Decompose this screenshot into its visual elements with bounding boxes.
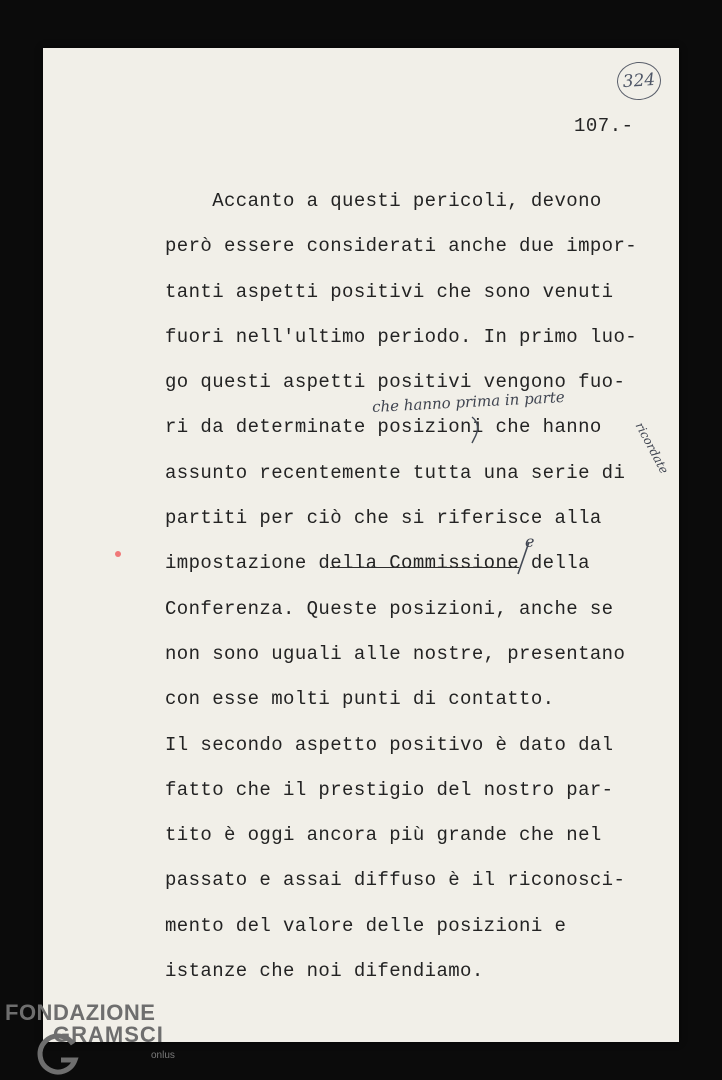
text-line: ri da determinate posizioni che hanno [165,416,602,439]
watermark-subtext: onlus [151,1050,175,1061]
archive-stamp: 324 [616,61,663,102]
text-line: go questi aspetti positivi vengono fuo- [165,371,626,394]
text-line: mento del valore delle posizioni e [165,914,567,937]
watermark-text: FONDAZIONE [5,1000,156,1025]
handwritten-correction: e [525,532,535,551]
text-line: fuori nell'ultimo periodo. In primo luo- [165,325,638,348]
text-line: Conferenza. Queste posizioni, anche se [165,597,614,620]
text-line: non sono uguali alle nostre, presentano [165,642,626,665]
text-line: passato e assai diffuso è il riconosci- [165,869,626,892]
text-line: partiti per ciò che si riferisce alla [165,507,602,530]
red-mark [115,551,121,557]
struck-text: ella Commissione [330,552,520,575]
handwritten-insertion-margin: ricordate [632,420,672,477]
watermark-logo [5,1000,205,1080]
text-line: con esse molti punti di contatto. [165,688,555,711]
text-line: tanti aspetti positivi che sono venuti [165,280,614,303]
text-segment: impostazione d [165,552,331,575]
text-line: Il secondo aspetto positivo è dato dal [165,733,614,756]
watermark-text: GRAMSCI [53,1022,164,1047]
correction-slash-mark [515,540,531,576]
handwritten-insertion: che hanno prima in parte [371,387,566,417]
insertion-bracket-mark [468,415,484,445]
text-line: fatto che il prestigio del nostro par- [165,778,614,801]
text-line: però essere considerati anche due impor- [165,235,638,258]
text-line: istanze che noi difendiamo. [165,960,484,983]
text-line-with-strikethrough [165,548,665,593]
text-line: Accanto a questi pericoli, devono [165,190,602,212]
text-segment: della [519,552,590,575]
text-line: assunto recentemente tutta una serie di [165,461,626,484]
page-number: 107.- [574,115,634,137]
typed-text [165,186,665,1001]
text-line: tito è oggi ancora più grande che nel [165,824,602,847]
